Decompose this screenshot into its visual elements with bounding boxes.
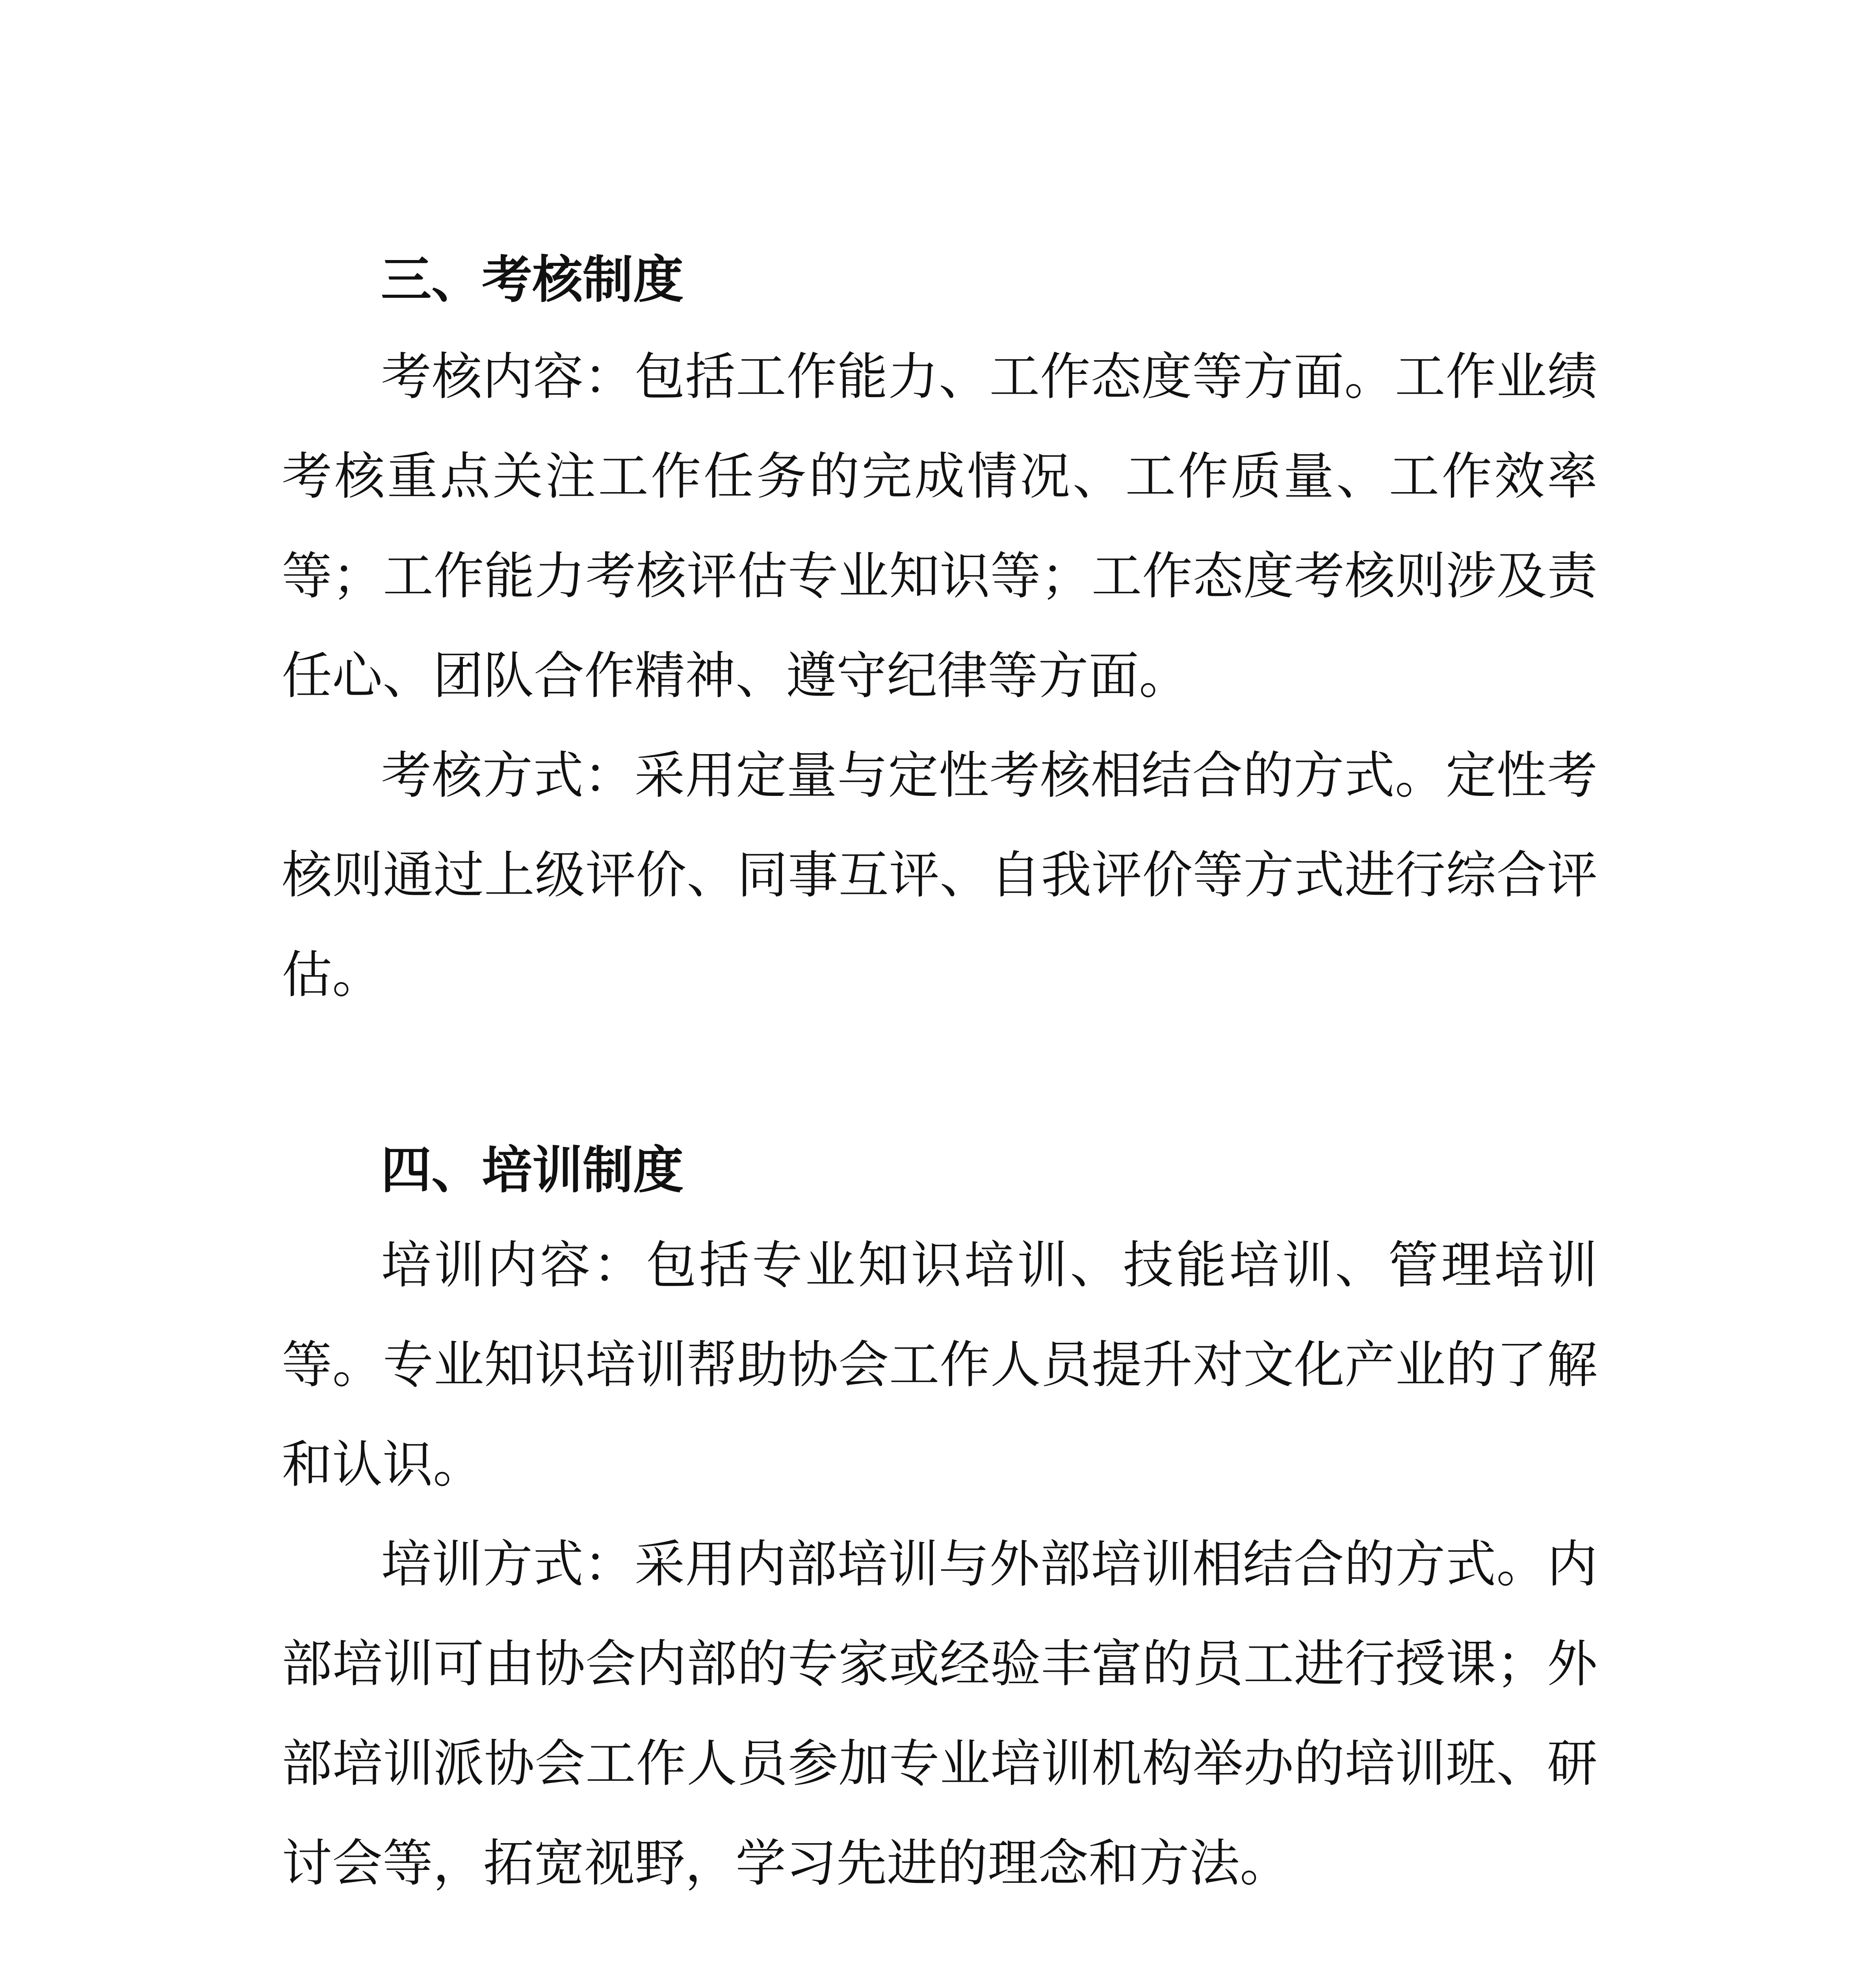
paragraph: 培训内容：包括专业知识培训、技能培训、管理培训等。专业知识培训帮助协会工作人员提升对文化产业的了解和认识。 [282,1236,1597,1494]
section-training-body [282,1215,1597,1913]
section-heading: 四、培训制度 [381,1141,684,1200]
paragraph: 培训方式：采用内部培训与外部培训相结合的方式。内部培训可由协会内部的专家或经验丰富的员工进行授课；外部培训派协会工作人员参加专业培训机构举办的培训班、研讨会等，拓宽视野，学习先进的理念和方法。 [282,1535,1597,1893]
section-assessment-body [282,327,1597,1025]
section-heading: 三、考核制度 [381,250,684,309]
paragraph: 考核内容：包括工作能力、工作态度等方面。工作业绩考核重点关注工作任务的完成情况、工作质量、工作效率等；工作能力考核评估专业知识等；工作态度考核则涉及责任心、团队合作精神、遵守纪律等方面。 [282,348,1597,705]
section-training [282,1135,1597,1206]
section-assessment [282,244,1597,315]
paragraph: 考核方式：采用定量与定性考核相结合的方式。定性考核则通过上级评价、同事互评、自我评价等方式进行综合评估。 [282,746,1597,1004]
